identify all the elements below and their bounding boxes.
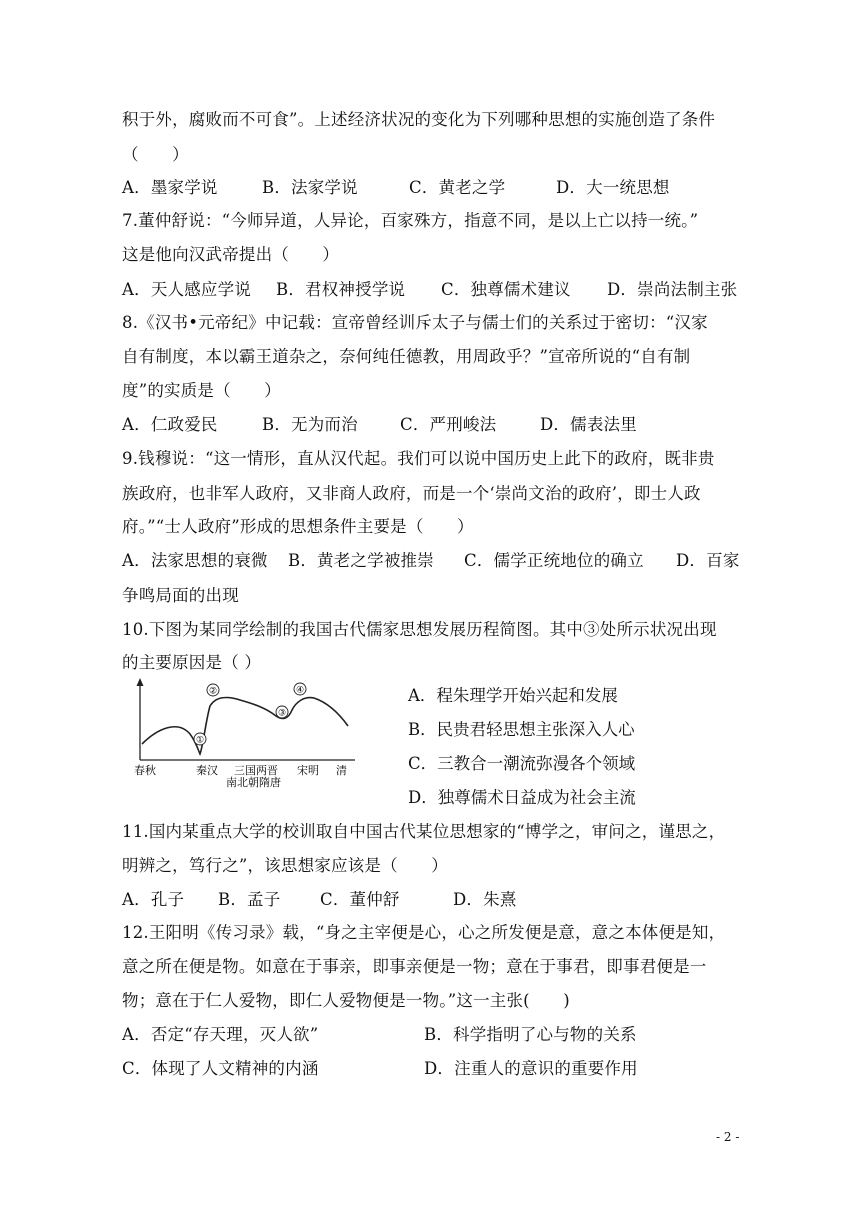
text-line: （ ） [122,145,189,164]
option-d: D．崇尚法制主张 [607,280,738,299]
svg-text:④: ④ [295,685,305,696]
text-line: 府。”“士人政府”形成的思想条件主要是（ ） [122,517,474,536]
diagram-svg [130,676,355,788]
text-line: 积于外，腐败而不可食”。上述经济状况的变化为下列哪种思想的实施创造了条件 [122,110,716,129]
option-b: B．民贵君轻思想主张深入人心 [408,720,635,739]
option-c: C．儒学正统地位的确立 [464,551,644,570]
question-11: 11.国内某重点大学的校训取自中国古代某位思想家的“博学之，审问之，谨思之， [122,822,726,841]
axis-label-songming: 宋明 [297,764,319,777]
option-a: A．法家思想的衰微 [122,551,268,570]
svg-text:①: ① [195,735,205,746]
confucianism-development-diagram [130,676,355,788]
question-12: 12.王阳明《传习录》载，“身之主宰便是心，心之所发便是意，意之本体便是知， [122,923,726,942]
axis-sublabel: 南北朝隋唐 [226,776,281,788]
option-a: A．程朱理学开始兴起和发展 [408,686,618,705]
option-c: C．三教合一潮流弥漫各个领域 [408,754,636,773]
option-b: B．孟子 [218,890,281,909]
option-d: D．百家 [676,551,740,570]
page-number: - 2 - [716,1130,740,1144]
option-b: B．黄老之学被推崇 [288,551,434,570]
y-axis-arrow [137,678,144,686]
text-line: 的主要原因是（ ） [122,653,262,672]
option-d: D．大一统思想 [556,178,670,197]
question-8: 8.《汉书•元帝纪》中记载：宣帝曾经训斥太子与儒士们的关系过于密切：“汉家 [122,313,708,332]
axis-label-chunqiu: 春秋 [134,764,156,777]
option-a: A．天人感应学说 [122,280,252,299]
option-c: C．黄老之学 [409,178,506,197]
option-c: C．独尊儒术建议 [441,280,571,299]
text-line: 这是他向汉武帝提出（ ） [122,245,340,264]
option-a: A．孔子 [122,890,185,909]
option-d: D．注重人的意识的重要作用 [424,1059,638,1078]
development-curve [142,698,348,754]
option-b: B．君权神授学说 [276,280,406,299]
svg-text:②: ② [208,686,218,697]
text-line: 争鸣局面的出现 [122,586,239,605]
marker-1 [194,733,206,746]
option-b: B．科学指明了心与物的关系 [424,1025,637,1044]
text-line: 族政府，也非军人政府，又非商人政府，而是一个‘崇尚文治的政府’，即士人政 [122,484,701,503]
option-d: D．朱熹 [453,890,517,909]
text-line: 明辨之，笃行之”，该思想家应该是（ ） [122,856,448,875]
text-line: 度”的实质是（ ） [122,381,281,400]
option-a: A．仁政爱民 [122,415,218,434]
question-10: 10.下图为某同学绘制的我国古代儒家思想发展历程简图。其中③处所示状况出现 [122,620,717,639]
option-a: A．墨家学说 [122,178,218,197]
option-b: B．无为而治 [262,415,358,434]
marker-4 [294,683,306,696]
marker-3 [276,706,288,719]
option-c: C．董仲舒 [320,890,400,909]
option-d: D．儒表法里 [540,415,637,434]
svg-text:③: ③ [277,708,287,719]
question-9: 9.钱穆说：“这一情形，直从汉代起。我们可以说中国历史上此下的政府，既非贵 [122,449,715,468]
question-7: 7.董仲舒说：“今师异道，人异论，百家殊方，指意不同，是以上亡以持一统。” [122,211,699,230]
option-a: A．否定“存天理，灭人欲” [122,1025,319,1044]
axis-label-qing: 清 [336,764,347,777]
marker-2 [207,684,219,697]
option-b: B．法家学说 [262,178,358,197]
option-d: D．独尊儒术日益成为社会主流 [408,788,636,807]
axis-label-qinhan: 秦汉 [196,764,218,777]
text-line: 自有制度，本以霸王道杂之，奈何纯任德教，用周政乎？”宣帝所说的“自有制 [122,347,691,366]
option-c: C．体现了人文精神的内涵 [122,1059,319,1078]
axis-label-sanguo: 三国两晋 [234,764,278,777]
option-c: C．严刑峻法 [400,415,497,434]
text-line: 物；意在于仁人爱物，即仁人爱物便是一物。”这一主张( ) [122,991,570,1010]
text-line: 意之所在便是物。如意在于事亲，即事亲便是一物；意在于事君，即事君便是一 [122,957,707,976]
